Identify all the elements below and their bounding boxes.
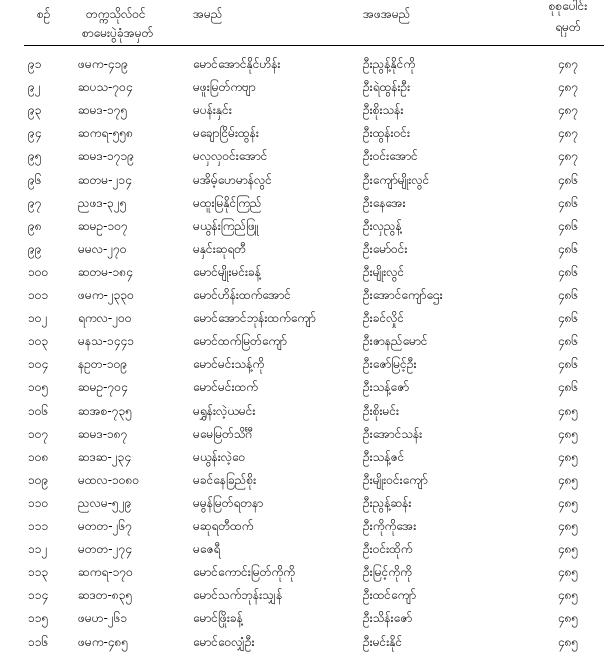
serial-number-cell: ၉၉ bbox=[28, 241, 42, 256]
table-row bbox=[0, 560, 615, 584]
serial-number-cell: ၁၁၁ bbox=[28, 519, 49, 533]
serial-number-cell: ၁၀၉ bbox=[28, 472, 49, 487]
roll-number-cell: ဆကရ-၅၅၈ bbox=[78, 126, 133, 141]
total-marks-cell: ၄၈၆ bbox=[557, 288, 579, 302]
total-marks-cell: ၄၈၅ bbox=[557, 634, 579, 649]
student-name-cell: မဖူးမြတ်ကဗျာ bbox=[193, 80, 256, 95]
father-name-cell: ဦးစိုးသန်း bbox=[363, 103, 404, 118]
student-name-cell: မပန်းနှင်း bbox=[193, 103, 232, 118]
header-total-marks-line2: ရမှတ် bbox=[555, 20, 581, 34]
serial-number-cell: ၁၀၁ bbox=[28, 288, 49, 302]
total-marks-cell: ၄၈၆ bbox=[557, 172, 579, 187]
serial-number-cell: ၁၁၄ bbox=[28, 588, 49, 603]
header-roll-number-line2: စာမေးပွဲခုံအမှတ် bbox=[82, 26, 154, 40]
father-name-cell: ဦးဇော်မြင့်ဦး bbox=[363, 357, 417, 372]
father-name-cell: ဦးဇာနည်မောင် bbox=[363, 334, 428, 349]
father-name-cell: ဦးခင်လှိုင် bbox=[363, 311, 405, 326]
roll-number-cell: ဆဒတ-၈၃၅ bbox=[78, 588, 133, 603]
student-name-cell: မရွှန်းလဲ့ယမင်း bbox=[193, 403, 256, 418]
student-name-cell: မောင်ဝေလျှံဦး bbox=[193, 634, 255, 649]
student-name-cell: မနှင်းဆုရတီ bbox=[193, 241, 246, 256]
table-row bbox=[0, 583, 615, 607]
roll-number-cell: ဆတမ-၁၈၄ bbox=[78, 264, 133, 279]
table-row bbox=[0, 537, 615, 561]
table-row bbox=[0, 352, 615, 376]
roll-number-cell: မနသ-၁၄၄၁ bbox=[78, 334, 134, 349]
total-marks-cell: ၄၈၅ bbox=[557, 403, 579, 418]
table-row bbox=[0, 468, 615, 492]
student-name-cell: မောင်မျိုးမင်းခန့် bbox=[193, 264, 262, 279]
serial-number-cell: ၁၁၆ bbox=[28, 634, 49, 649]
total-marks-cell: ၄၈၆ bbox=[557, 195, 579, 210]
roll-number-cell: ဆမဥ-၇၀၄ bbox=[78, 380, 128, 395]
father-name-cell: ဦးညွန့်နိုင်ကို bbox=[363, 57, 416, 71]
table-row bbox=[0, 168, 615, 192]
roll-number-cell: ဆကရ-၁၇၀ bbox=[78, 565, 133, 580]
serial-number-cell: ၁၀၃ bbox=[28, 334, 49, 349]
father-name-cell: ဦးမြင့်ကိုကို bbox=[363, 565, 412, 580]
header-total-marks-line1: စုစုပေါင်း bbox=[548, 0, 588, 13]
father-name-cell: ဦးစိုးမင်း bbox=[363, 403, 400, 418]
father-name-cell: ဦးလှညွန့် bbox=[363, 218, 402, 233]
total-marks-cell: ၄၈၇ bbox=[557, 103, 579, 118]
roll-number-cell: ညလမ-၅၂၉ bbox=[78, 495, 132, 510]
table-row bbox=[0, 491, 615, 515]
student-name-cell: မောင်မင်းထက် bbox=[193, 380, 258, 395]
total-marks-cell: ၄၈၆ bbox=[557, 264, 579, 279]
student-name-cell: မောင်ဖြိုးခန့် bbox=[193, 611, 243, 626]
roll-number-cell: မထလ-၁၀၈၀ bbox=[78, 472, 140, 487]
total-marks-cell: ၄၈၅ bbox=[557, 565, 579, 580]
roll-number-cell: ညဖဒ-၃၂၅ bbox=[78, 195, 127, 210]
student-name-cell: မမွန်မြတ်ရတနာ bbox=[193, 495, 264, 510]
table-row bbox=[0, 214, 615, 238]
table-row bbox=[0, 121, 615, 145]
roll-number-cell: ဆအစ-၇၃၅ bbox=[78, 403, 132, 418]
table-row bbox=[0, 306, 615, 330]
table-row bbox=[0, 75, 615, 99]
header-roll-number-line1: တက္ကသိုလ်ဝင် bbox=[86, 7, 146, 21]
table-row bbox=[0, 630, 615, 654]
student-name-cell: မလှလှဝင်းအောင် bbox=[193, 149, 268, 164]
table-row bbox=[0, 144, 615, 168]
serial-number-cell: ၁၁၃ bbox=[28, 565, 49, 580]
serial-number-cell: ၁၀၈ bbox=[28, 449, 49, 464]
father-name-cell: ဦးအောင်သန်း bbox=[363, 426, 423, 441]
father-name-cell: ဦးထွန်းဝင်း bbox=[363, 126, 411, 141]
table-row bbox=[0, 52, 615, 76]
student-name-cell: မမေမြတ်သိင်္ဂီ bbox=[193, 426, 253, 441]
student-name-cell: မောင်အောင်နိုင်ဟိန်း bbox=[193, 57, 281, 71]
roll-number-cell: ဆမဒ-၁၇၁၉ bbox=[78, 149, 135, 164]
header-serial-no: စဉ် bbox=[37, 7, 51, 21]
serial-number-cell: ၁၀၂ bbox=[28, 311, 48, 326]
father-name-cell: ဦးဝင်းထိုက် bbox=[363, 542, 413, 557]
table-row bbox=[0, 191, 615, 215]
student-name-cell: မဆုရတီထက် bbox=[193, 519, 254, 533]
total-marks-cell: ၄၈၇ bbox=[557, 57, 579, 71]
total-marks-cell: ၄၈၆ bbox=[557, 334, 579, 349]
father-name-cell: ဦးမော်ဝင်း bbox=[363, 241, 408, 256]
serial-number-cell: ၁၀၆ bbox=[28, 403, 49, 418]
student-name-cell: မအိမ့်ဟေမာန်လွင် bbox=[193, 172, 272, 187]
father-name-cell: ဦးကျော်မျိုးလွင် bbox=[363, 172, 430, 187]
roll-number-cell: ဆမဒ-၁၈၇ bbox=[78, 426, 128, 441]
roll-number-cell: ဆပသ-၇၀၄ bbox=[78, 80, 133, 95]
student-name-cell: မောင်ကောင်းမြတ်ကိုကို bbox=[193, 565, 295, 580]
serial-number-cell: ၉၇ bbox=[28, 195, 42, 210]
student-name-cell: မဇေရီ bbox=[193, 542, 221, 557]
father-name-cell: ဦးဝင်းအောင် bbox=[363, 149, 418, 164]
serial-number-cell: ၉၆ bbox=[28, 172, 42, 187]
header-father-name: အဖအမည် bbox=[363, 7, 411, 21]
student-name-cell: မထူးမြနိုင်ကြည် bbox=[193, 195, 262, 210]
total-marks-cell: ၄၈၆ bbox=[557, 311, 579, 326]
student-name-cell: မောင်ထက်မြတ်ကျော် bbox=[193, 334, 287, 349]
serial-number-cell: ၉၂ bbox=[28, 80, 41, 95]
total-marks-cell: ၄၈၅ bbox=[557, 611, 579, 626]
serial-number-cell: ၁၀၅ bbox=[28, 380, 49, 395]
roll-number-cell: ရကလ-၂၀၀ bbox=[78, 311, 132, 326]
table-row bbox=[0, 399, 615, 423]
father-name-cell: ဦးမျိုးဝင်းကျော် bbox=[363, 472, 428, 487]
table-row bbox=[0, 514, 615, 538]
roll-number-cell: နဥတ-၁၀၉ bbox=[78, 357, 128, 372]
father-name-cell: ဦးနေအေး bbox=[363, 195, 406, 210]
total-marks-cell: ၄၈၆ bbox=[557, 241, 579, 256]
table-row bbox=[0, 237, 615, 261]
total-marks-cell: ၄၈၆ bbox=[557, 218, 579, 233]
roll-number-cell: ဖမက-၂၃၃၀ bbox=[78, 288, 134, 302]
roll-number-cell: မတတ-၂၇၄ bbox=[78, 542, 132, 557]
father-name-cell: ဦးအောင်ကျော်ဌေး bbox=[363, 288, 443, 302]
total-marks-cell: ၄၈၅ bbox=[557, 426, 579, 441]
serial-number-cell: ၁၁၂ bbox=[28, 542, 48, 557]
serial-number-cell: ၁၁၅ bbox=[28, 611, 49, 626]
serial-number-cell: ၁၁၀ bbox=[28, 495, 49, 510]
father-name-cell: ဦးမင်းနိုင် bbox=[363, 634, 403, 649]
table-row bbox=[0, 445, 615, 469]
header-name: အမည် bbox=[193, 7, 223, 21]
student-name-cell: မချောငြိမ်းထွန်း bbox=[193, 126, 259, 141]
father-name-cell: ဦးညွန့်ဆန်း bbox=[363, 495, 412, 510]
roll-number-cell: ဆမဒ-၁၇၅ bbox=[78, 103, 128, 118]
table-row bbox=[0, 260, 615, 284]
student-name-cell: မယွန်းလဲ့ဝေ bbox=[193, 449, 246, 464]
total-marks-cell: ၄၈၅ bbox=[557, 495, 579, 510]
serial-number-cell: ၉၅ bbox=[28, 149, 42, 164]
roll-number-cell: ဆတမ-၂၁၄ bbox=[78, 172, 132, 187]
student-name-cell: မောင်ဟိန်းထက်အောင် bbox=[193, 288, 291, 302]
table-row bbox=[0, 283, 615, 307]
total-marks-cell: ၄၈၆ bbox=[557, 357, 579, 372]
table-row bbox=[0, 422, 615, 446]
total-marks-cell: ၄၈၅ bbox=[557, 542, 579, 557]
total-marks-cell: ၄၈၅ bbox=[557, 449, 579, 464]
serial-number-cell: ၉၄ bbox=[28, 126, 42, 141]
serial-number-cell: ၁၀၀ bbox=[28, 264, 49, 279]
total-marks-cell: ၄၈၅ bbox=[557, 519, 579, 533]
father-name-cell: ဦးသန့်ဇော် bbox=[363, 380, 410, 395]
table-row bbox=[0, 329, 615, 353]
father-name-cell: ဦးရဲထွန်းဦး bbox=[363, 80, 411, 95]
student-name-cell: မောင်အောင်ဘုန်းထက်ကျော် bbox=[193, 311, 316, 326]
roll-number-cell: ဆဒဆ-၂၃၄ bbox=[78, 449, 132, 464]
total-marks-cell: ၄၈၇ bbox=[557, 149, 579, 164]
header-divider bbox=[24, 45, 604, 46]
table-row bbox=[0, 606, 615, 630]
serial-number-cell: ၉၁ bbox=[28, 57, 42, 71]
total-marks-cell: ၄၈၅ bbox=[557, 588, 579, 603]
serial-number-cell: ၉၃ bbox=[28, 103, 42, 118]
table-row bbox=[0, 375, 615, 399]
total-marks-cell: ၄၈၆ bbox=[557, 380, 579, 395]
roll-number-cell: ဖမက-၄၁၉ bbox=[78, 57, 129, 71]
total-marks-cell: ၄၈၅ bbox=[557, 472, 579, 487]
father-name-cell: ဦးထင်ကျော် bbox=[363, 588, 417, 603]
student-name-cell: မောင်သက်ဘုန်းသျှန် bbox=[193, 588, 283, 603]
student-name-cell: မောင်မင်းသန့်ကို bbox=[193, 357, 265, 372]
total-marks-cell: ၄၈၇ bbox=[557, 126, 579, 141]
roll-number-cell: ဆမဥ-၁၀၇ bbox=[78, 218, 128, 233]
serial-number-cell: ၁၀၄ bbox=[28, 357, 49, 372]
serial-number-cell: ၉၈ bbox=[28, 218, 42, 233]
father-name-cell: ဦးသိန်းဇော် bbox=[363, 611, 413, 626]
serial-number-cell: ၁၀၇ bbox=[28, 426, 49, 441]
father-name-cell: ဦးသန့်ဇင် bbox=[363, 449, 405, 464]
table-row bbox=[0, 98, 615, 122]
roll-number-cell: မမလ-၂၇၀ bbox=[78, 241, 127, 256]
roll-number-cell: ဖမက-၄၈၅ bbox=[78, 634, 129, 649]
father-name-cell: ဦးမျိုးလွင် bbox=[363, 264, 405, 279]
roll-number-cell: ဖမဟ-၂၆၁ bbox=[78, 611, 128, 626]
father-name-cell: ဦးကိုကိုအေး bbox=[363, 519, 417, 533]
roll-number-cell: မတတ-၂၆၇ bbox=[78, 519, 132, 533]
student-name-cell: မယွန်းကြည်ဖြူ bbox=[193, 218, 259, 233]
total-marks-cell: ၄၈၇ bbox=[557, 80, 579, 95]
student-name-cell: မခင်နေခြည်စိုး bbox=[193, 472, 257, 487]
